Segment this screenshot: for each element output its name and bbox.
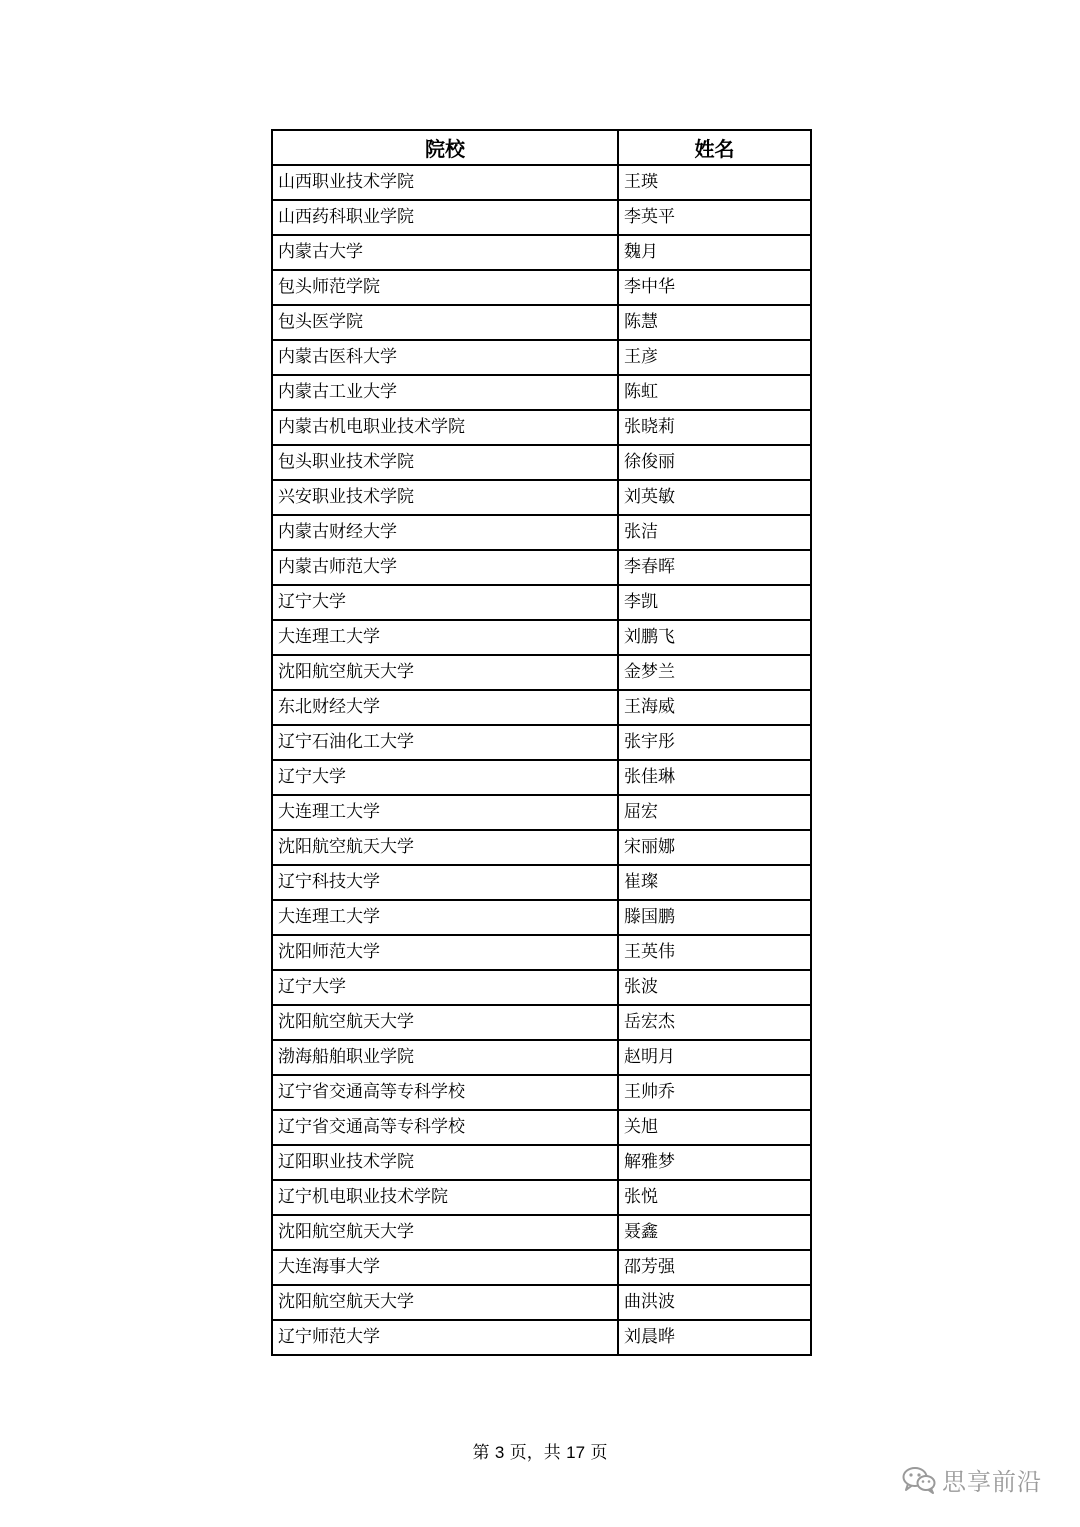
page-prefix: 第 [472, 1443, 495, 1463]
cell-name: 魏月 [618, 235, 811, 270]
cell-name: 解雅梦 [618, 1145, 811, 1180]
table-row [272, 1145, 811, 1180]
cell-name: 曲洪波 [618, 1285, 811, 1320]
table-row [272, 1040, 811, 1075]
table-row [272, 515, 811, 550]
table-row [272, 1215, 811, 1250]
cell-name: 陈慧 [618, 305, 811, 340]
cell-name: 邵芳强 [618, 1250, 811, 1285]
table-row [272, 270, 811, 305]
cell-school: 辽宁机电职业技术学院 [272, 1180, 618, 1215]
page-number [0, 1438, 1080, 1463]
header-name: 姓名 [618, 130, 811, 165]
cell-school: 辽阳职业技术学院 [272, 1145, 618, 1180]
cell-name: 屈宏 [618, 795, 811, 830]
cell-name: 滕国鹏 [618, 900, 811, 935]
cell-school: 沈阳航空航天大学 [272, 655, 618, 690]
cell-name: 徐俊丽 [618, 445, 811, 480]
cell-name: 张悦 [618, 1180, 811, 1215]
table-row [272, 550, 811, 585]
cell-school: 沈阳师范大学 [272, 935, 618, 970]
cell-name: 王瑛 [618, 165, 811, 200]
table-row [272, 865, 811, 900]
cell-school: 辽宁大学 [272, 970, 618, 1005]
cell-name: 张佳琳 [618, 760, 811, 795]
cell-school: 兴安职业技术学院 [272, 480, 618, 515]
cell-school: 内蒙古工业大学 [272, 375, 618, 410]
cell-school: 沈阳航空航天大学 [272, 1285, 618, 1320]
table-row [272, 445, 811, 480]
table-row [272, 375, 811, 410]
cell-name: 金梦兰 [618, 655, 811, 690]
table-row [272, 200, 811, 235]
table-row [272, 725, 811, 760]
cell-school: 大连海事大学 [272, 1250, 618, 1285]
page-middle: 页，共 [504, 1443, 567, 1463]
table-row [272, 830, 811, 865]
page-current: 3 [494, 1443, 505, 1462]
roster-table [271, 129, 812, 1356]
cell-school: 大连理工大学 [272, 620, 618, 655]
table-row [272, 795, 811, 830]
cell-name: 张波 [618, 970, 811, 1005]
wechat-icon [902, 1466, 936, 1494]
table-row [272, 900, 811, 935]
cell-school: 内蒙古财经大学 [272, 515, 618, 550]
cell-school: 沈阳航空航天大学 [272, 1215, 618, 1250]
table-row [272, 410, 811, 445]
table-row [272, 305, 811, 340]
cell-school: 包头职业技术学院 [272, 445, 618, 480]
cell-name: 张晓莉 [618, 410, 811, 445]
table-row [272, 1250, 811, 1285]
cell-name: 王英伟 [618, 935, 811, 970]
cell-school: 辽宁大学 [272, 585, 618, 620]
cell-school: 辽宁科技大学 [272, 865, 618, 900]
watermark [902, 1462, 1042, 1497]
cell-name: 关旭 [618, 1110, 811, 1145]
table-row [272, 1075, 811, 1110]
document-page [271, 129, 810, 1356]
cell-school: 内蒙古师范大学 [272, 550, 618, 585]
cell-name: 王帅乔 [618, 1075, 811, 1110]
table-row [272, 1180, 811, 1215]
cell-name: 宋丽娜 [618, 830, 811, 865]
table-row [272, 1005, 811, 1040]
cell-school: 东北财经大学 [272, 690, 618, 725]
table-header-row [272, 130, 811, 165]
table-row [272, 235, 811, 270]
cell-school: 山西职业技术学院 [272, 165, 618, 200]
cell-school: 包头师范学院 [272, 270, 618, 305]
table-row [272, 585, 811, 620]
page-total: 17 [566, 1443, 586, 1462]
cell-name: 聂鑫 [618, 1215, 811, 1250]
table-row [272, 760, 811, 795]
cell-school: 大连理工大学 [272, 900, 618, 935]
cell-school: 内蒙古医科大学 [272, 340, 618, 375]
table-row [272, 1285, 811, 1320]
cell-school: 山西药科职业学院 [272, 200, 618, 235]
table-row [272, 655, 811, 690]
cell-name: 赵明月 [618, 1040, 811, 1075]
table-row [272, 970, 811, 1005]
roster-body [272, 165, 811, 1355]
cell-name: 刘英敏 [618, 480, 811, 515]
cell-school: 沈阳航空航天大学 [272, 830, 618, 865]
cell-school: 辽宁大学 [272, 760, 618, 795]
cell-name: 王海威 [618, 690, 811, 725]
cell-school: 沈阳航空航天大学 [272, 1005, 618, 1040]
cell-school: 辽宁省交通高等专科学校 [272, 1110, 618, 1145]
cell-name: 李春晖 [618, 550, 811, 585]
table-row [272, 1320, 811, 1355]
table-row [272, 620, 811, 655]
cell-name: 李凯 [618, 585, 811, 620]
cell-name: 岳宏杰 [618, 1005, 811, 1040]
cell-school: 渤海船舶职业学院 [272, 1040, 618, 1075]
cell-name: 李中华 [618, 270, 811, 305]
table-row [272, 690, 811, 725]
table-row [272, 165, 811, 200]
cell-name: 刘晨晔 [618, 1320, 811, 1355]
table-row [272, 935, 811, 970]
cell-school: 辽宁师范大学 [272, 1320, 618, 1355]
cell-school: 辽宁石油化工大学 [272, 725, 618, 760]
header-school: 院校 [272, 130, 618, 165]
cell-name: 李英平 [618, 200, 811, 235]
cell-school: 内蒙古机电职业技术学院 [272, 410, 618, 445]
cell-name: 陈虹 [618, 375, 811, 410]
cell-name: 张洁 [618, 515, 811, 550]
watermark-text: 思享前沿 [942, 1468, 1042, 1496]
table-row [272, 340, 811, 375]
cell-school: 内蒙古大学 [272, 235, 618, 270]
table-row [272, 480, 811, 515]
cell-name: 张宇彤 [618, 725, 811, 760]
cell-school: 包头医学院 [272, 305, 618, 340]
cell-school: 辽宁省交通高等专科学校 [272, 1075, 618, 1110]
cell-name: 崔璨 [618, 865, 811, 900]
cell-name: 刘鹏飞 [618, 620, 811, 655]
page-suffix: 页 [585, 1443, 608, 1463]
cell-school: 大连理工大学 [272, 795, 618, 830]
cell-name: 王彦 [618, 340, 811, 375]
table-row [272, 1110, 811, 1145]
